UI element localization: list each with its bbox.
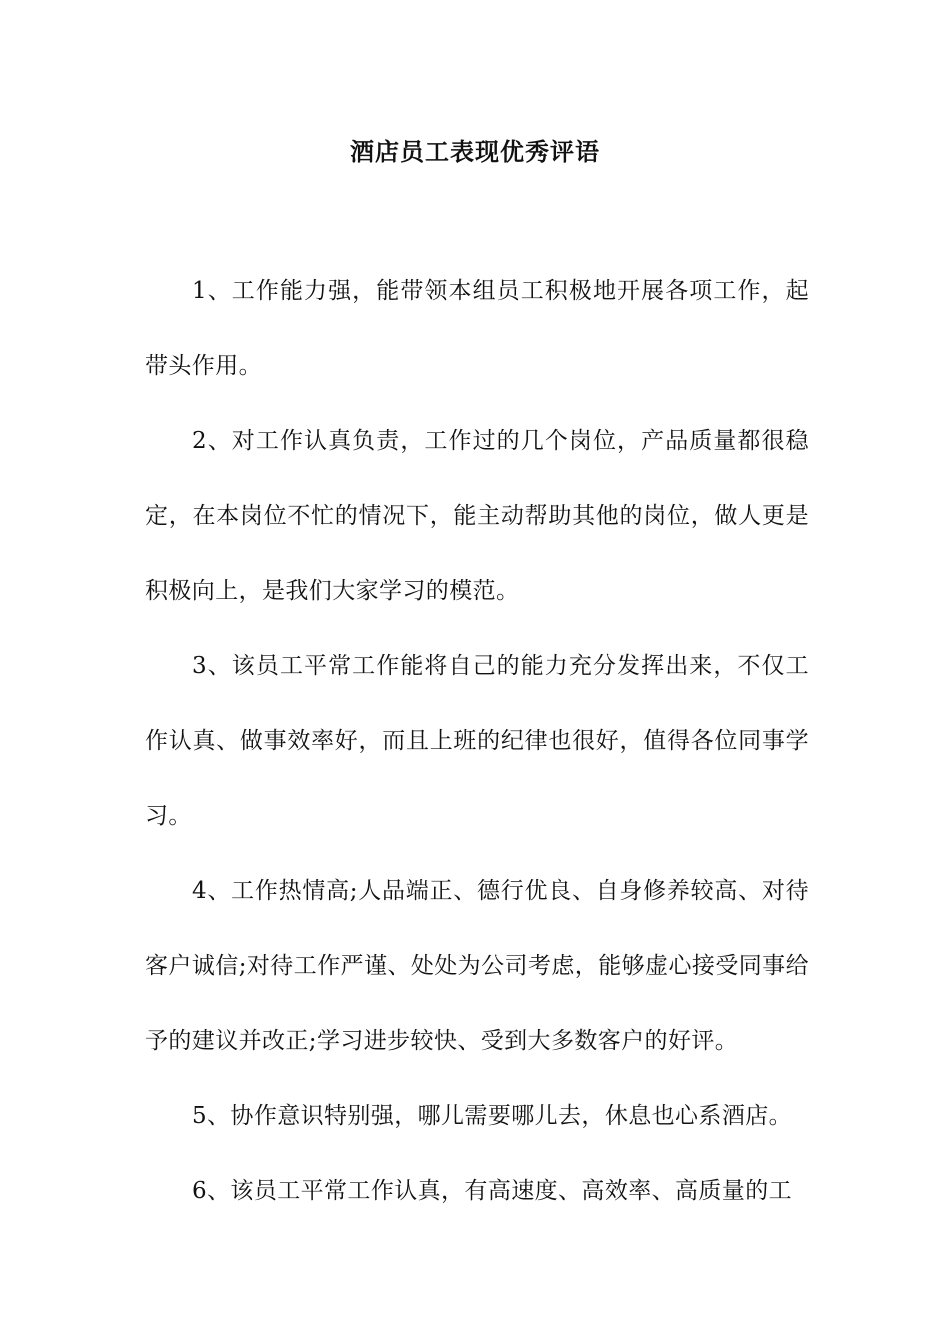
paragraph-5: 5、协作意识特别强，哪儿需要哪儿去，休息也心系酒店。 (192, 1103, 793, 1129)
paragraph-3: 3、该员工平常工作能将自己的能力充分发挥出来，不仅工作认真、做事效率好，而且上班的纪律也很好，值得各位同事学习。 (145, 653, 809, 829)
paragraph-1: 1、工作能力强，能带领本组员工积极地开展各项工作，起带头作用。 (145, 278, 809, 379)
paragraph-6: 6、该员工平常工作认真，有高速度、高效率、高质量的工 (192, 1178, 793, 1204)
page-title: 酒店员工表现优秀评语 (350, 137, 600, 166)
paragraph-2: 2、对工作认真负责，工作过的几个岗位，产品质量都很稳定，在本岗位不忙的情况下，能主动帮助其他的岗位，做人更是积极向上，是我们大家学习的模范。 (145, 428, 809, 604)
document-body (145, 254, 809, 1229)
paragraph-4: 4、工作热情高;人品端正、德行优良、自身修养较高、对待客户诚信;对待工作严谨、处处为公司考虑，能够虚心接受同事给予的建议并改正;学习进步较快、受到大多数客户的好评。 (145, 878, 809, 1054)
